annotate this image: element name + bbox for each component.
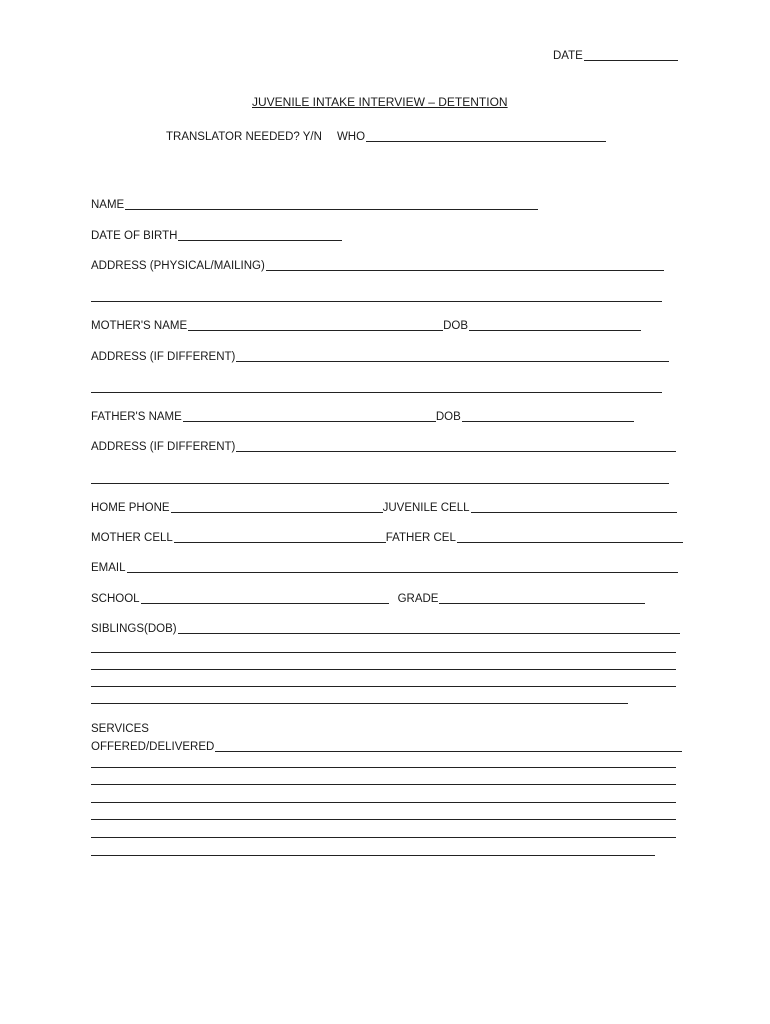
school-label: SCHOOL <box>91 593 140 605</box>
form-title: JUVENILE INTAKE INTERVIEW – DETENTION <box>252 95 508 109</box>
services-line-4[interactable] <box>91 802 676 803</box>
services-field <box>91 740 682 754</box>
date-field <box>553 49 678 63</box>
father-address-extra-line[interactable] <box>91 483 669 484</box>
address-extra-line[interactable] <box>91 301 662 302</box>
siblings-blank[interactable] <box>178 622 680 634</box>
date-blank[interactable] <box>584 49 678 61</box>
mother-dob-label: DOB <box>443 320 469 332</box>
father-cel-blank[interactable] <box>457 531 683 543</box>
services-label-line2: OFFERED/DELIVERED <box>91 741 215 753</box>
translator-label: TRANSLATOR NEEDED? Y/N <box>166 131 322 143</box>
mother-address-label: ADDRESS (IF DIFFERENT) <box>91 351 236 363</box>
mothers-name-blank[interactable] <box>188 319 443 331</box>
home-phone-field <box>91 501 677 515</box>
services-line-6[interactable] <box>91 837 676 838</box>
dob-blank[interactable] <box>178 229 342 241</box>
father-address-field <box>91 440 676 454</box>
siblings-line-5[interactable] <box>91 703 628 704</box>
school-blank[interactable] <box>141 592 389 604</box>
siblings-field <box>91 622 680 636</box>
services-line-7[interactable] <box>91 855 655 856</box>
address-label: ADDRESS (PHYSICAL/MAILING) <box>91 260 265 272</box>
translator-field <box>166 130 606 144</box>
father-dob-label: DOB <box>435 411 461 423</box>
father-address-label: ADDRESS (IF DIFFERENT) <box>91 441 236 453</box>
home-phone-label: HOME PHONE <box>91 502 170 514</box>
mother-dob-blank[interactable] <box>469 319 641 331</box>
siblings-line-2[interactable] <box>91 652 676 653</box>
father-cel-label: FATHER CEL <box>385 532 456 544</box>
father-address-blank[interactable] <box>236 440 676 452</box>
name-label: NAME <box>91 199 125 211</box>
email-field <box>91 561 678 575</box>
services-line-5[interactable] <box>91 819 676 820</box>
juvenile-cell-label: JUVENILE CELL <box>382 502 470 514</box>
services-label-line1: SERVICES <box>91 723 149 735</box>
email-blank[interactable] <box>127 561 678 573</box>
fathers-name-blank[interactable] <box>183 410 436 422</box>
siblings-line-3[interactable] <box>91 669 676 670</box>
dob-label: DATE OF BIRTH <box>91 230 178 242</box>
home-phone-blank[interactable] <box>171 501 383 513</box>
juvenile-cell-blank[interactable] <box>471 501 677 513</box>
mother-address-blank[interactable] <box>236 350 669 362</box>
who-blank[interactable] <box>366 130 606 142</box>
who-label: WHO <box>336 131 366 143</box>
name-field <box>91 198 538 212</box>
grade-label: GRADE <box>397 593 439 605</box>
dob-field <box>91 229 342 243</box>
school-field <box>91 592 645 606</box>
mother-address-field <box>91 350 669 364</box>
mother-cell-blank[interactable] <box>174 531 386 543</box>
name-blank[interactable] <box>125 198 538 210</box>
mothers-name-field <box>91 319 641 333</box>
mother-cell-label: MOTHER CELL <box>91 532 173 544</box>
date-label: DATE <box>553 50 583 62</box>
services-line-3[interactable] <box>91 784 676 785</box>
grade-blank[interactable] <box>439 592 645 604</box>
email-label: EMAIL <box>91 562 126 574</box>
address-field <box>91 259 664 273</box>
address-blank[interactable] <box>266 259 664 271</box>
services-blank[interactable] <box>215 740 682 752</box>
fathers-name-field <box>91 410 634 424</box>
mother-cell-field <box>91 531 683 545</box>
siblings-line-4[interactable] <box>91 686 676 687</box>
father-dob-blank[interactable] <box>462 410 634 422</box>
mother-address-extra-line[interactable] <box>91 392 662 393</box>
siblings-label: SIBLINGS(DOB) <box>91 623 177 635</box>
fathers-name-label: FATHER'S NAME <box>91 411 182 423</box>
mothers-name-label: MOTHER'S NAME <box>91 320 188 332</box>
services-line-2[interactable] <box>91 767 676 768</box>
